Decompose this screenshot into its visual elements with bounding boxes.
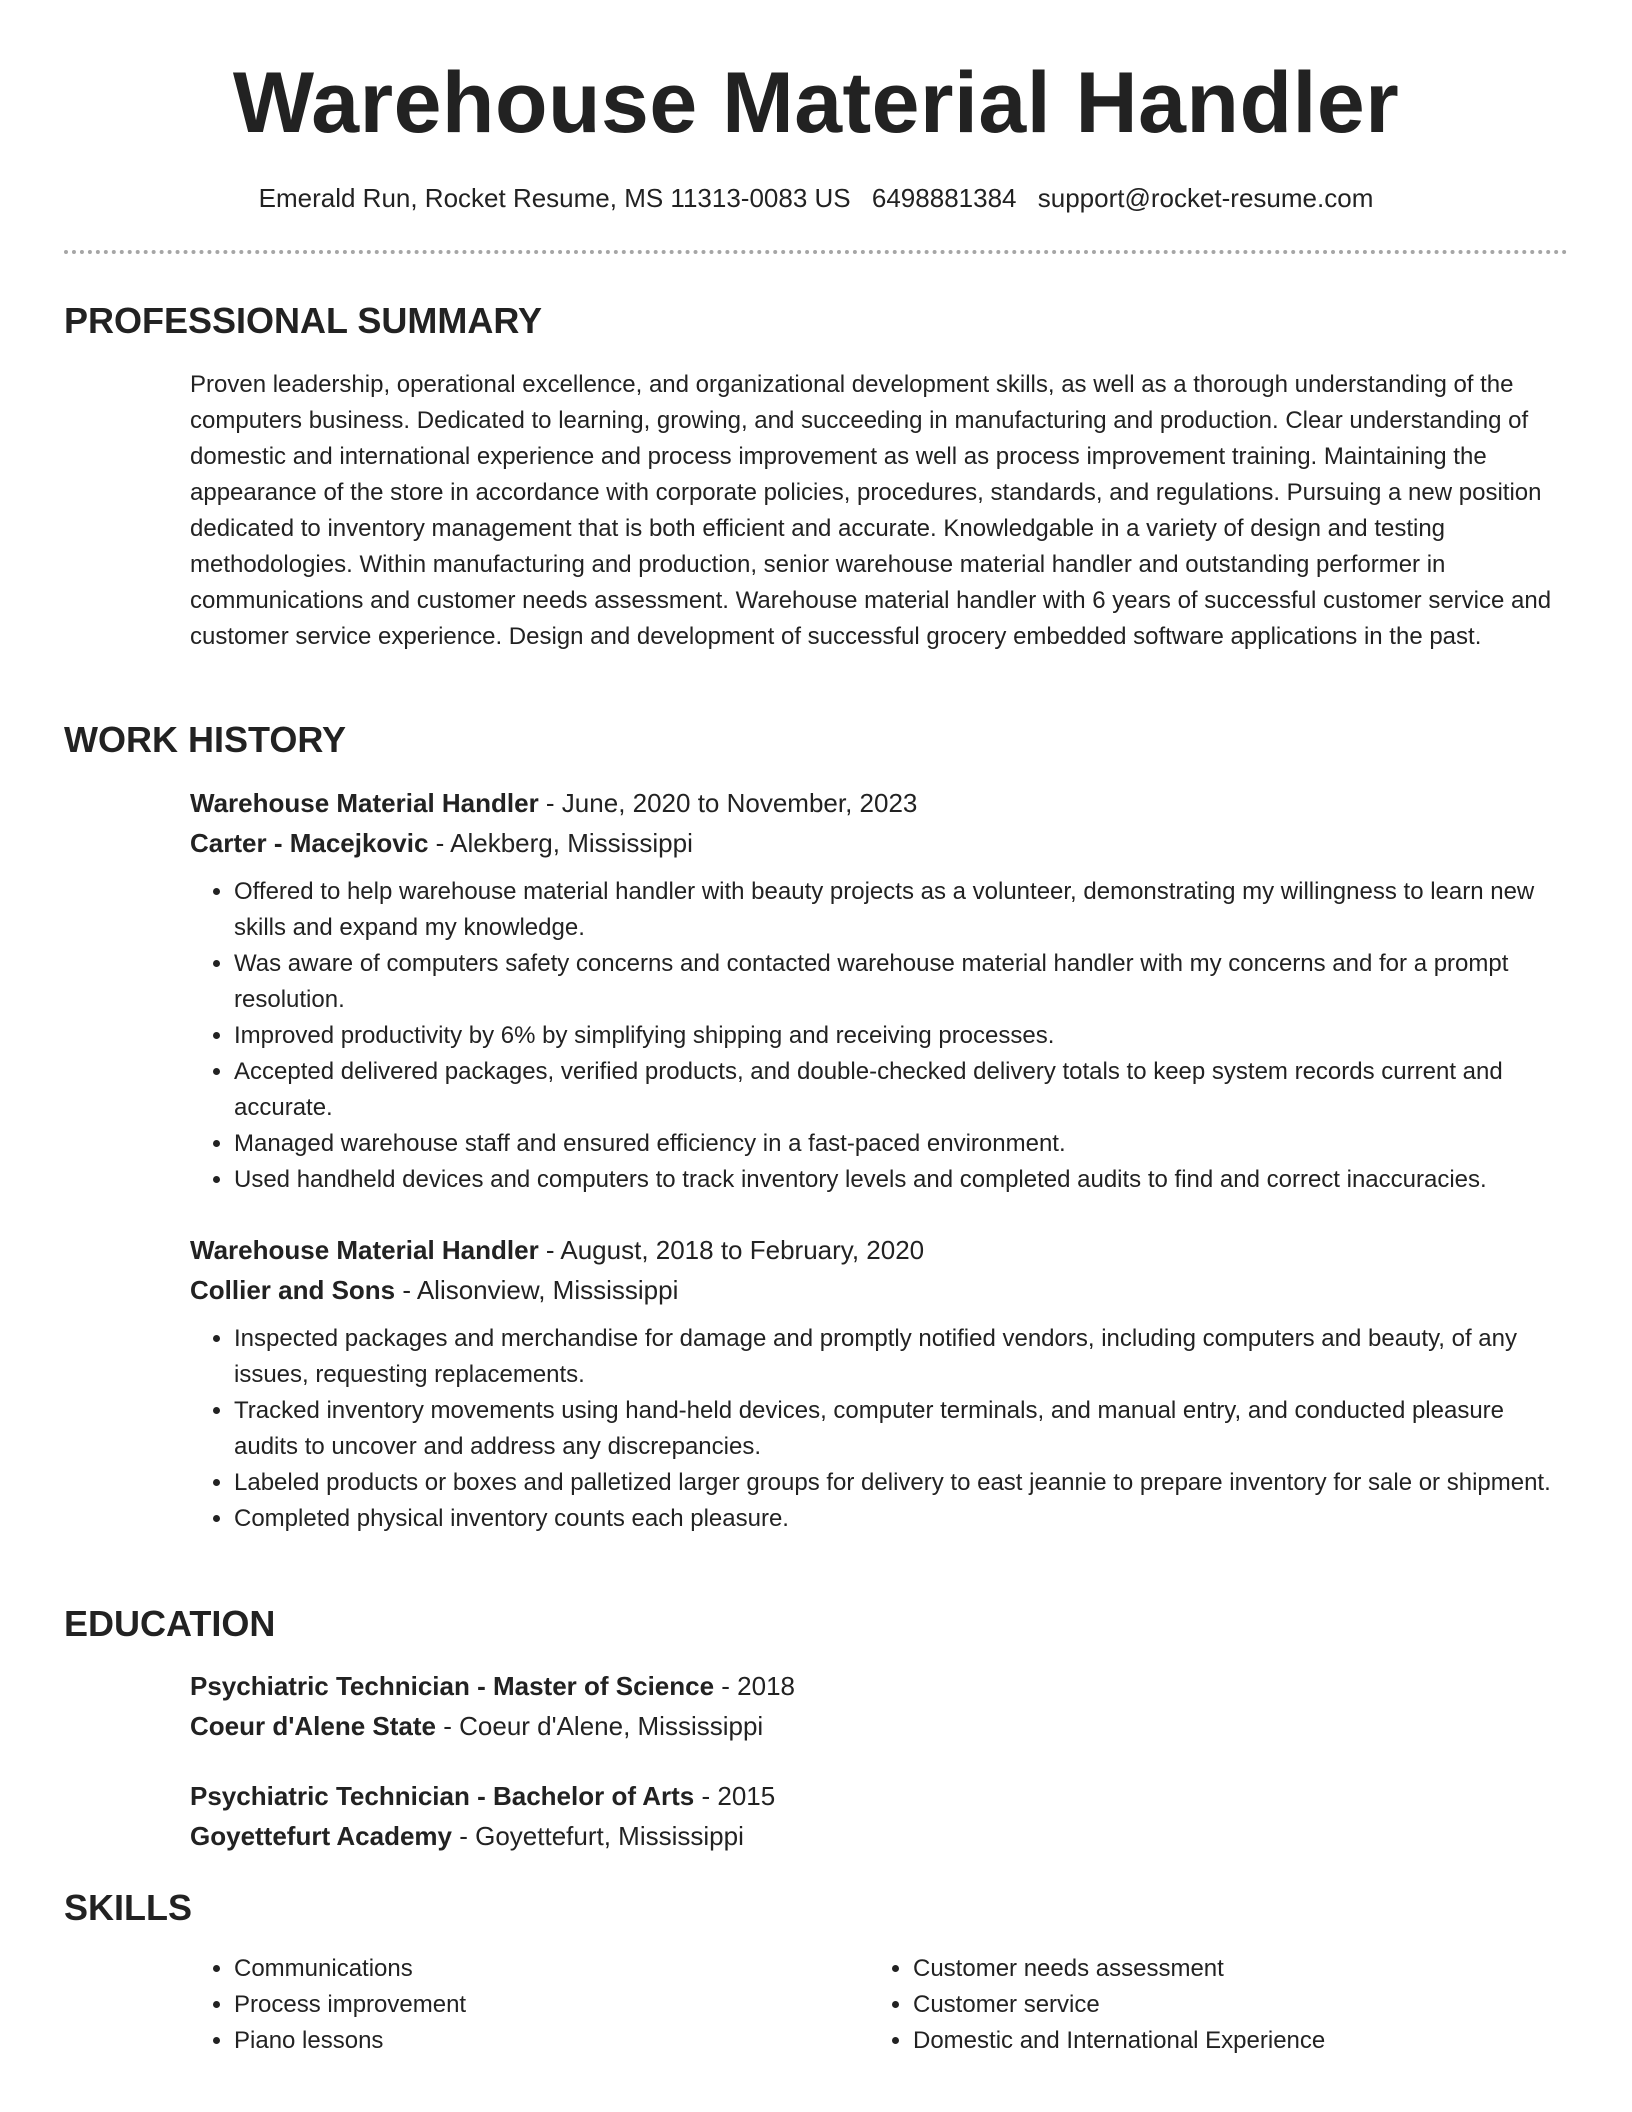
education-school-line — [190, 1816, 1570, 1856]
education-degree: Psychiatric Technician - Master of Science — [190, 1671, 715, 1701]
skill-item: • Communications — [234, 1951, 810, 1987]
job-company: Collier and Sons — [190, 1275, 396, 1305]
skill-item: • Process improvement — [234, 1987, 810, 2023]
job-location: - Alekberg, Mississippi — [428, 828, 693, 858]
section-heading-work-history: WORK HISTORY — [64, 719, 347, 760]
education-school: Coeur d'Alene State — [190, 1711, 437, 1741]
list-item: • Improved productivity by 6% by simplifying shipping and receiving processes. — [234, 1018, 1570, 1054]
job-title: Warehouse Material Handler — [190, 1235, 539, 1265]
skill-item: • Piano lessons — [234, 2023, 810, 2059]
education-location: - Goyettefurt, Mississippi — [452, 1821, 744, 1851]
education-year: - 2018 — [714, 1671, 796, 1701]
contact-phone: 6498881384 — [871, 183, 1017, 213]
contact-email: support@rocket-resume.com — [1037, 183, 1374, 213]
list-item: • Inspected packages and merchandise for damage and promptly notified vendors, including computers and beauty, of any issues, requesting replacements. — [234, 1321, 1570, 1393]
job-location: - Alisonview, Mississippi — [395, 1275, 679, 1305]
skill-item: • Domestic and International Experience — [913, 2023, 1489, 2059]
job-title: Warehouse Material Handler — [190, 788, 539, 818]
job-bullets — [190, 874, 1570, 1198]
section-heading-summary: PROFESSIONAL SUMMARY — [64, 300, 543, 341]
header-divider — [64, 250, 1568, 254]
resume-title: Warehouse Material Handler — [232, 55, 1400, 151]
education-degree: Psychiatric Technician - Bachelor of Arts — [190, 1781, 695, 1811]
job-company-line — [190, 823, 1570, 863]
job-company-line — [190, 1270, 1570, 1310]
list-item: • Offered to help warehouse material handler with beauty projects as a volunteer, demonstrating my willingness to learn new skills and expand my knowledge. — [234, 874, 1570, 946]
list-item: • Labeled products or boxes and palletized larger groups for delivery to east jeannie to prepare inventory for sale or shipment. — [234, 1465, 1570, 1501]
job-dates: - June, 2020 to November, 2023 — [538, 788, 918, 818]
education-year: - 2015 — [694, 1781, 776, 1811]
job-dates: - August, 2018 to February, 2020 — [538, 1235, 925, 1265]
list-item: • Managed warehouse staff and ensured efficiency in a fast-paced environment. — [234, 1126, 1570, 1162]
education-degree-line — [190, 1776, 1570, 1816]
education-degree-line — [190, 1666, 1570, 1706]
section-heading-education: EDUCATION — [64, 1603, 276, 1644]
list-item: • Used handheld devices and computers to track inventory levels and completed audits to find and correct inaccuracies. — [234, 1162, 1570, 1198]
list-item: • Completed physical inventory counts each pleasure. — [234, 1501, 1570, 1537]
skill-item: • Customer service — [913, 1987, 1489, 2023]
contact-line — [0, 180, 1632, 216]
section-heading-skills: SKILLS — [64, 1887, 193, 1928]
skill-item: • Customer needs assessment — [913, 1951, 1489, 1987]
education-school-line — [190, 1706, 1570, 1746]
skills-list-right — [869, 1951, 1489, 2059]
list-item: • Accepted delivered packages, verified products, and double-checked delivery totals to keep system records current and accurate. — [234, 1054, 1570, 1126]
job-company: Carter - Macejkovic — [190, 828, 429, 858]
list-item: • Was aware of computers safety concerns and contacted warehouse material handler with my concerns and for a prompt resolution. — [234, 946, 1570, 1018]
contact-address: Emerald Run, Rocket Resume, MS 11313-0083 US — [258, 183, 851, 213]
job-bullets — [190, 1321, 1570, 1537]
list-item: • Tracked inventory movements using hand-held devices, computer terminals, and manual entry, and conducted pleasure audits to uncover and address any discrepancies. — [234, 1393, 1570, 1465]
education-school: Goyettefurt Academy — [190, 1821, 452, 1851]
summary-text: Proven leadership, operational excellence, and organizational development skills, as well as a thorough understanding of the computers business. Dedicated to learning, growing, and succeeding in manufacturing and production. Clear understanding of domestic and international experience and process improvement as well as process improvement training. Maintaining the appearance of the store in accordance with corporate policies, procedures, standards, and regulations. Pursuing a new position dedicated to inventory management that is both efficient and accurate. Knowledgable in a variety of design and testing methodologies. Within manufacturing and production, senior warehouse material handler and outstanding performer in communications and customer needs assessment. Warehouse material handler with 6 years of successful customer service and customer service experience. Design and development of successful grocery embedded software applications in the past. — [190, 371, 1552, 650]
education-location: - Coeur d'Alene, Mississippi — [436, 1711, 764, 1741]
job-title-line — [190, 783, 1570, 823]
job-title-line — [190, 1230, 1570, 1270]
skills-list-left — [190, 1951, 810, 2059]
